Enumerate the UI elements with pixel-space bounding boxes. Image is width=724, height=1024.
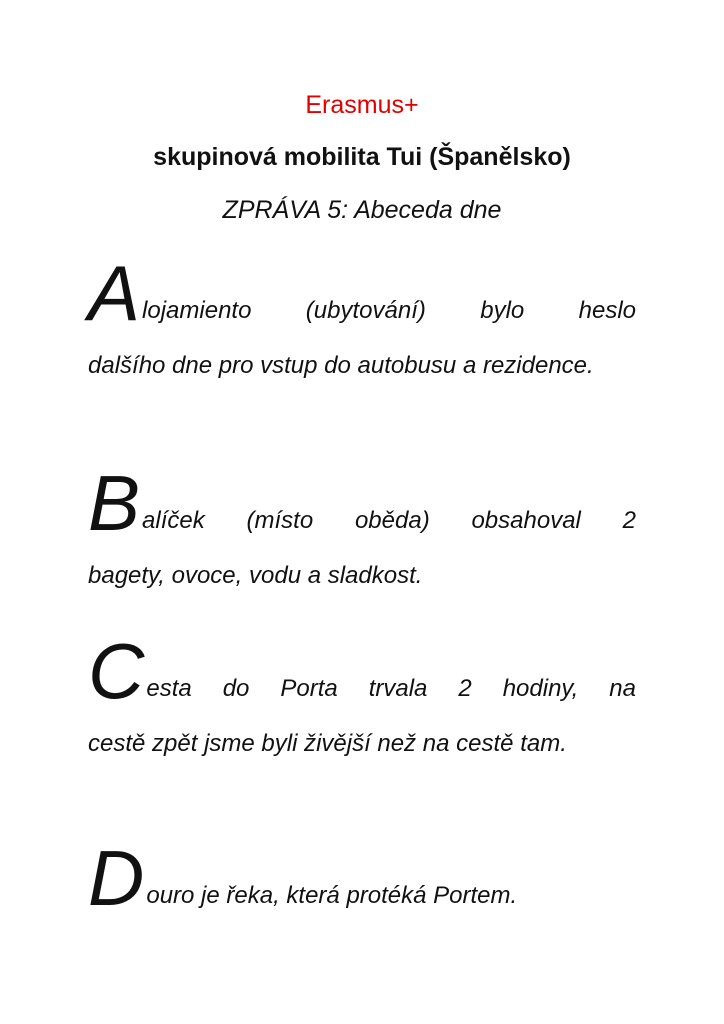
alphabet-entry-b bbox=[88, 459, 636, 596]
entry-continuation: bagety, ovoce, vodu a sladkost. bbox=[88, 562, 423, 589]
entry-first-line-text: alíček (místo oběda) obsahoval 2 bbox=[142, 507, 636, 534]
entry-first-line-text: ouro je řeka, která protéká Portem. bbox=[146, 882, 518, 909]
entry-continuation: cestě zpět jsme byli živější než na cestě tam. bbox=[88, 730, 567, 757]
report-title: ZPRÁVA 5: Abeceda dne bbox=[222, 196, 502, 224]
entry-first-line bbox=[88, 627, 636, 715]
entry-first-line bbox=[88, 459, 636, 547]
entry-first-line bbox=[88, 834, 636, 922]
drop-initial: C bbox=[88, 627, 145, 715]
drop-initial: D bbox=[88, 834, 145, 922]
entry-first-line-text: lojamiento (ubytování) bylo heslo bbox=[142, 297, 636, 324]
program-title: Erasmus+ bbox=[305, 91, 419, 119]
entry-first-line-text: esta do Porta trvala 2 hodiny, na bbox=[146, 675, 636, 702]
entry-first-line bbox=[88, 249, 636, 337]
alphabet-entry-a bbox=[88, 249, 636, 386]
alphabet-entry-c bbox=[88, 627, 636, 764]
drop-initial: A bbox=[88, 249, 141, 337]
entry-continuation: dalšího dne pro vstup do autobusu a rezidence. bbox=[88, 352, 594, 379]
mobility-subtitle: skupinová mobilita Tui (Španělsko) bbox=[153, 143, 571, 171]
alphabet-entry-d bbox=[88, 834, 636, 922]
drop-initial: B bbox=[88, 459, 141, 547]
